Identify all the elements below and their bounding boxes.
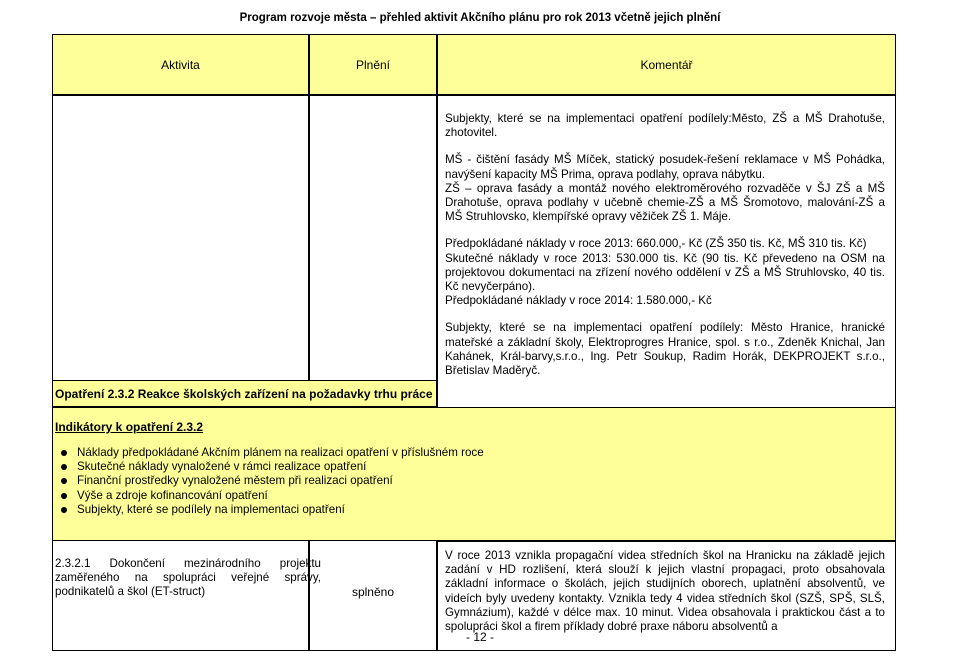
comment-paragraph: MŠ - čištění fasády MŠ Míček, statický posudek-řešení reklamace v MŠ Pohádka, navýšení kapacity MŠ Prima, oprava podlahy, oprava nábytku.: [445, 153, 885, 181]
header-activity: Aktivita: [52, 34, 309, 95]
comment-text: V roce 2013 vznikla propagační videa středních škol na Hranicku na základě jejich zadání v HD rozlišení, která slouží k jejich vlastní propagaci, proto obsahovala základní informace o školách, jejich studijních oborech, uplatnění absolventů, ve videích byly uvedeny kontakty. Vznikla tedy 4 videa středních škol (SZŠ, SPŠ, SLŠ, Gymnázium), každé v délce max. 10 minut. Videa obsahovala i praktickou část a to spolupráci škol a firem příklady dobré praxe náboru absolventů a: [445, 549, 885, 634]
list-item: Výše a zdroje kofinancování opatření: [59, 489, 484, 503]
measure-title-cell: [52, 380, 437, 407]
comment-paragraph: Předpokládané náklady v roce 2014: 1.580.000,- Kč: [445, 294, 712, 308]
table-header-row: [52, 34, 896, 95]
page-number: - 12 -: [465, 630, 494, 644]
indicators-cell: [52, 407, 896, 541]
comment-paragraph: ZŠ – oprava fasády a montáž nového elektroměrového rozvaděče v ŠJ ZŠ a MŠ Drahotuše, oprava podlahy v učebně chemie-ZŠ a MŠ Šromotovo, malování-ZŠ a MŠ Struhlovsko, klempířské opravy věžiček ZŠ 1. Máje.: [445, 181, 885, 224]
indicators-row: [52, 407, 896, 541]
comment-paragraph: Skutečné náklady v roce 2013: 530.000 tis. Kč (90 tis. Kč převedeno na OSM na projektovou dokumentaci na zřízení nového oddělení v ZŠ a MŠ Struhlovsko, 40 tis. Kč nevyčerpáno).: [445, 251, 885, 294]
activity-text: 2.3.2.1 Dokončení mezinárodního projektu zaměřeného na spolupráci veřejné správy, podnikatelů a škol (ET-struct): [55, 557, 321, 599]
comment-paragraph: Předpokládané náklady v roce 2013: 660.000,- Kč (ZŠ 350 tis. Kč, MŠ 310 tis. Kč): [445, 237, 867, 251]
measure-title-row: [52, 380, 896, 407]
measure-title: Opatření 2.3.2 Reakce školských zařízení na požadavky trhu práce: [55, 387, 433, 401]
indicators-title: Indikátory k opatření 2.3.2: [55, 420, 204, 434]
page-title: Program rozvoje města – přehled aktivit Akčního plánu pro rok 2013 včetně jejich plnění: [239, 12, 721, 24]
comment-paragraph: Subjekty, které se na implementaci opatření podílely:Město, ZŠ a MŠ Drahotuše, zhotovitel.: [445, 112, 885, 140]
list-item: Náklady předpokládané Akčním plánem na realizaci opatření v příslušném roce: [59, 446, 484, 460]
list-item: Skutečné náklady vynaložené v rámci realizace opatření: [59, 460, 484, 474]
comment-text: [445, 112, 885, 378]
header-comment: Komentář: [437, 34, 896, 95]
status-text: splněno: [351, 585, 395, 599]
indicators-list: [59, 446, 484, 517]
list-item: Subjekty, které se podílely na implementaci opatření: [59, 503, 484, 517]
header-fulfillment: Plnění: [309, 34, 437, 95]
list-item: Finanční prostředky vynaložené městem při realizaci opatření: [59, 474, 484, 488]
comment-paragraph: Subjekty, které se na implementaci opatření podílely: Město Hranice, hranické mateřské a základní školy, Elektroprogres Hranice, spol. s r.o., Zdeněk Knichal, Jan Kahánek, Král-barvy,s.r.o., Ing. Petr Soukup, Radim Horák, DEKPROJEKT s.r.o., Břetislav Maděryč.: [445, 321, 885, 378]
